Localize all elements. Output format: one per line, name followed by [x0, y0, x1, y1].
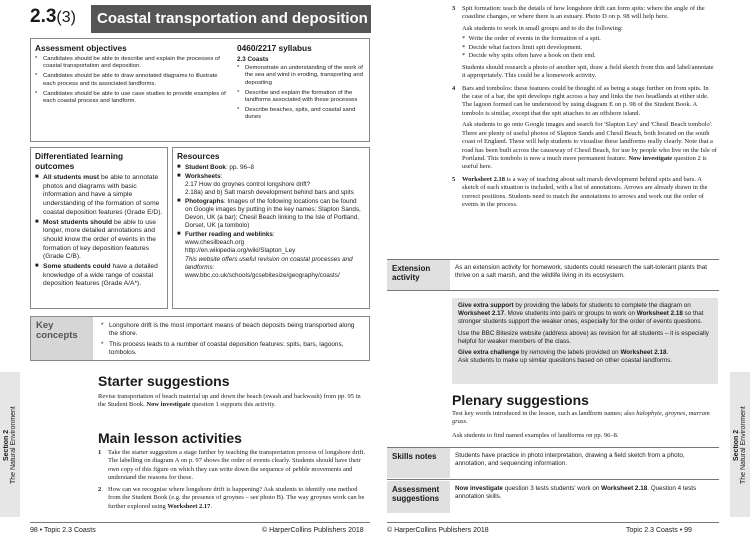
support-text: by removing the labels provided on — [519, 348, 621, 356]
assessment-suggestions-text — [450, 481, 719, 513]
outcome-text: be able to use longer, more detailed annotations and should know the order of events in the formation of key deposition features (Grade C/B). — [43, 218, 157, 261]
assessment-objectives-box — [30, 38, 370, 142]
topic-code-sub: (3) — [56, 9, 76, 26]
syllabus-item: * Demonstrate an understanding of the work of the sea and wind in eroding, transporting and depositing — [237, 65, 367, 87]
activity-number: 1 — [98, 449, 102, 456]
activity-bullet: * Write the order of events in the formation of a spit. — [462, 35, 601, 43]
resource-worksheets — [177, 173, 365, 197]
weblink[interactable]: http://en.wikipedia.org/wiki/Slapton_Ley — [185, 247, 296, 255]
extra-support-box — [452, 298, 718, 384]
right-copyright: © HarperCollins Publishers 2018 — [387, 527, 489, 534]
support-text: . Move students into pairs or groups to work on — [504, 310, 637, 318]
support-text: by providing the labels for students to complete the diagram on — [513, 302, 691, 309]
activity-text-b: is a way of teaching about salt marsh development behind spits and bars. A sketch of each situation is included, with a list of annotations. Arrows are already drawn in the correct positions. Students need to match the annotations to arrows and work out the order of events in the process. — [462, 175, 708, 209]
starter-text — [98, 393, 368, 410]
assessment-objectives-title: Assessment objectives — [35, 43, 127, 53]
weblink[interactable]: www.chesilbeach.org — [185, 239, 245, 247]
resource-lead: Student Book — [185, 164, 226, 171]
syllabus-list — [237, 65, 367, 122]
outcome-text: be able to annotate photos and diagrams with basic information and have a simple understanding of the formation of some coastal deposition features (Grade E/D). — [43, 174, 163, 216]
key-concepts-label-cell — [31, 317, 93, 360]
resource-lead: Worksheets — [185, 173, 221, 181]
outcome-item — [35, 174, 163, 218]
left-section-number: Section 2 — [3, 429, 10, 461]
resource-text: : pp. 96–8 — [225, 164, 254, 171]
skills-divider-bottom — [387, 479, 719, 480]
activity-text — [108, 486, 368, 511]
assessment-text-d: . Question 4 tests annotation skills. — [455, 485, 697, 501]
resource-lead: Further reading and weblinks — [185, 231, 273, 239]
topic-code-main: 2.3 — [30, 6, 57, 27]
activity-homework: Students should research a photo of another spit, draw a field sketch from this and label/annotate it appropriately. This could be a homework activity. — [462, 63, 714, 80]
resources-title: Resources — [177, 151, 220, 161]
extra-support-p3 — [458, 349, 712, 365]
activity-item — [452, 85, 718, 172]
resource-text: : — [220, 173, 223, 181]
support-text: so that stronger students support the weaker ones, especially for the order of events questions. — [458, 310, 704, 326]
assessment-now-investigate: Now investigate — [455, 485, 503, 492]
support-worksheet: Worksheet 2.18 — [636, 310, 683, 318]
activity-ask — [462, 121, 718, 172]
activity-number: 4 — [452, 84, 456, 92]
extension-divider-bottom — [387, 290, 719, 291]
activity-text: Spit formation: teach the details of how longshore drift can form spits: where the angle of the coastline changes, or where there is an estuary. Photo D on p. 98 will help here. — [462, 5, 705, 21]
activity-item — [98, 449, 368, 483]
extension-row — [387, 260, 719, 290]
outcome-lead: Most students should — [43, 218, 113, 226]
activity-bullet-text: Decide why spits often have a hook on their end. — [468, 52, 596, 60]
support-lead: Give extra support — [458, 302, 514, 309]
right-section-name: The Natural Environment — [740, 406, 747, 484]
key-concept-item: * This process leads to a number of coastal deposition features: spits, bars, lagoons, tombolos. — [101, 341, 365, 357]
resources-list — [177, 164, 365, 280]
assessment-objectives-list — [35, 56, 230, 105]
assessment-objectives — [35, 43, 230, 108]
syllabus-item: * Describe beaches, spits, and coastal sand dunes — [237, 107, 367, 122]
syllabus-subtitle: 2.3 Coasts — [237, 56, 269, 63]
starter-text-c: question 1 supports this activity. — [190, 401, 276, 409]
resource-weblinks — [177, 231, 365, 279]
resource-text: : Images of the following locations can be found on Google images by putting in the key names: Slapton Sands, Devon, UK (a bar); Chesil Beach linking to the Isle of Portland, Dorset, UK (a tombolo) — [185, 198, 361, 230]
key-concepts-box — [30, 316, 370, 361]
extension-label: Extension activity — [387, 260, 450, 290]
plenary-text-a: Test key words introduced in the lesson, such as landform names; also — [452, 410, 637, 417]
starter-now-investigate: Now investigate — [146, 401, 191, 409]
syllabus — [237, 43, 367, 124]
right-section-number: Section 2 — [733, 429, 740, 461]
starter-title: Starter suggestions — [98, 373, 230, 389]
syllabus-title: 0460/2217 syllabus — [237, 43, 312, 53]
resource-lead: Photographs — [185, 198, 224, 206]
assessment-suggestions-label: Assessment suggestions — [387, 481, 450, 513]
activity-ask: Ask students to work in small groups and to do the following: — [462, 24, 623, 32]
plenary-title: Plenary suggestions — [452, 392, 589, 408]
outcome-item — [35, 263, 163, 289]
key-concepts-list — [101, 322, 365, 359]
skills-label: Skills notes — [387, 448, 450, 478]
activity-bullets — [462, 35, 718, 60]
activity-bullet-text: Decide what factors limit spit development. — [468, 43, 583, 51]
differentiated-outcomes-list — [35, 174, 163, 289]
support-worksheet: Worksheet 2.18 — [620, 348, 667, 356]
outcome-text: have a detailed knowledge of a wide range of coastal deposition features (Grade A/A*). — [43, 263, 158, 288]
plenary-keywords: halophyte, groynes, marram grass — [452, 410, 710, 426]
activity-text: Take the starter suggestion a stage further by teaching the transportation process of longshore drift. The labelling on diagram A on p. 97 shows the order of events clearly. Students should have their own copy of this figure on which they can write down the sequence of pebble movements and understand the reasons for these. — [108, 449, 366, 482]
activity-text: Bars and tombolos: these features could be thought of as being a stage further on from spits. In the case of a bar, the spit develops right across a bay and links the two headlands at either side. The lagoon formed can be understood by using diagram E on p. 98 of the Student Book. A tombolo is similar, except that the spit attaches to an offshore island. — [462, 84, 709, 117]
activity-worksheet: Worksheet 2.18 — [462, 175, 505, 183]
resource-text: : — [272, 231, 275, 239]
right-section-label — [733, 380, 747, 510]
extra-support-p1 — [458, 302, 712, 327]
activity-text-c: . — [210, 502, 212, 510]
activity-text-a: How can we recognise where longshore drift is happening? Ask students to identify one method from the Student Book (e.g. the presence of groynes – see photo B). The way groynes work can be further explored using — [108, 485, 365, 510]
right-activities-list — [452, 5, 718, 210]
assessment-suggestions-row — [387, 481, 719, 513]
resources-box — [172, 147, 370, 309]
left-section-name: The Natural Environment — [10, 406, 17, 484]
activity-item — [98, 486, 368, 511]
page-title: Coastal transportation and deposition — [91, 5, 371, 33]
activity-now-investigate: Now investigate — [628, 155, 673, 162]
resource-student-book — [177, 164, 365, 172]
skills-text: Students have practice in photo interpretation, drawing a field sketch from a photo, annotation, and sequencing information. — [455, 452, 685, 468]
plenary-text-c: . — [466, 418, 468, 426]
outcome-lead: Some students could — [43, 263, 111, 271]
activity-ask-a: Ask students to go onto Google images and search for 'Slapton Ley' and 'Chesil Beach tombolo'. There are plenty of useful photos of Slapton Sands and Chesil Beach, both located on the south coast of England. These will help students to visualise these landforms really clearly. Note that a road has been built across the causeway of Chesil Beach, for use by people who live on the Isle of Portland. This tombolo is now a much more permanent feature. — [462, 121, 717, 162]
left-copyright: © HarperCollins Publishers 2018 — [262, 527, 364, 534]
syllabus-item: * Describe and explain the formation of the landforms associated with these processes — [237, 90, 367, 105]
starter-text-a: Revise transportation of beach material up and down the beach (swash and backwash) from pp. 95 in the Student Book. — [98, 393, 361, 409]
worksheet-line: 2.18a) and b) Salt marsh development behind bars and spits — [185, 189, 354, 197]
activity-worksheet: Worksheet 2.17 — [167, 502, 211, 510]
outcome-lead: All students must — [43, 174, 100, 181]
activity-number: 5 — [452, 175, 456, 183]
activity-bullet-text: Write the order of events in the formation of a spit. — [468, 35, 601, 43]
activity-number: 2 — [98, 485, 102, 493]
plenary-text-2: Ask students to find named examples of landforms on pp. 96–8. — [452, 432, 619, 439]
activity-body — [462, 5, 718, 81]
weblink[interactable]: www.bbc.co.uk/schools/gcsebitesize/geography/coasts/ — [185, 271, 340, 279]
main-activities-title: Main lesson activities — [98, 430, 242, 446]
assessment-worksheet: Worksheet 2.18 — [601, 485, 648, 492]
assessment-objective-item: * Candidates should be able to use case studies to provide examples of each coastal process and landform. — [35, 91, 230, 106]
activity-ask-c: question 2 is useful here. — [462, 155, 707, 171]
differentiated-outcomes-box — [30, 147, 168, 309]
assessment-objective-item: * Candidates should be able to describe and explain the processes of coastal transportation and deposition. — [35, 56, 230, 71]
left-section-label — [3, 380, 17, 510]
key-concept-item: * Longshore drift is the most important means of beach deposits being transported along the shore. — [101, 322, 365, 338]
support-text: . — [666, 348, 669, 356]
worksheet-line: 2.17 How do groynes control longshore drift? — [185, 181, 311, 189]
activity-item — [452, 5, 718, 81]
left-page-number: 98 • Topic 2.3 Coasts — [30, 527, 96, 534]
assessment-objective-item: * Candidates should be able to draw annotated diagrams to illustrate each process and its associated landforms. — [35, 73, 230, 88]
support-worksheet: Worksheet 2.17 — [458, 310, 505, 318]
extra-support-p2: Use the BBC Bitesize website (address above) as revision for all students – it is especially helpful for weaker members of the class. — [458, 329, 709, 345]
outcome-item — [35, 219, 163, 263]
activity-body — [462, 85, 718, 172]
differentiated-outcomes-title: Differentiated learning outcomes — [35, 151, 124, 171]
resource-photographs — [177, 198, 365, 230]
support-lead: Give extra challenge — [458, 348, 520, 356]
left-footer-divider — [30, 522, 370, 523]
assessment-text-b: question 3 tests students' work on — [502, 485, 602, 492]
key-concepts-label: Key concepts — [36, 320, 78, 342]
activity-bullet: * Decide what factors limit spit development. — [462, 43, 583, 51]
right-page-number: Topic 2.3 Coasts • 99 — [626, 527, 692, 534]
activity-bullet: * Decide why spits often have a hook on their end. — [462, 52, 596, 60]
extension-text: As an extension activity for homework, students could research the salt-tolerant plants that thrive on a salt marsh, and the wildlife living in its ecosystem. — [455, 264, 708, 280]
support-text: Ask students to make up similar questions based on other coastal landforms. — [458, 357, 673, 365]
main-activities-list — [98, 449, 368, 511]
topic-code — [30, 6, 88, 32]
activity-item — [452, 176, 718, 210]
right-footer-divider — [387, 522, 719, 523]
activity-number: 3 — [452, 5, 456, 12]
activity-text — [462, 176, 718, 210]
plenary-text-1 — [452, 410, 718, 427]
resource-note: This website offers useful revision on coastal processes and landforms: — [185, 255, 353, 271]
skills-row — [387, 448, 719, 478]
